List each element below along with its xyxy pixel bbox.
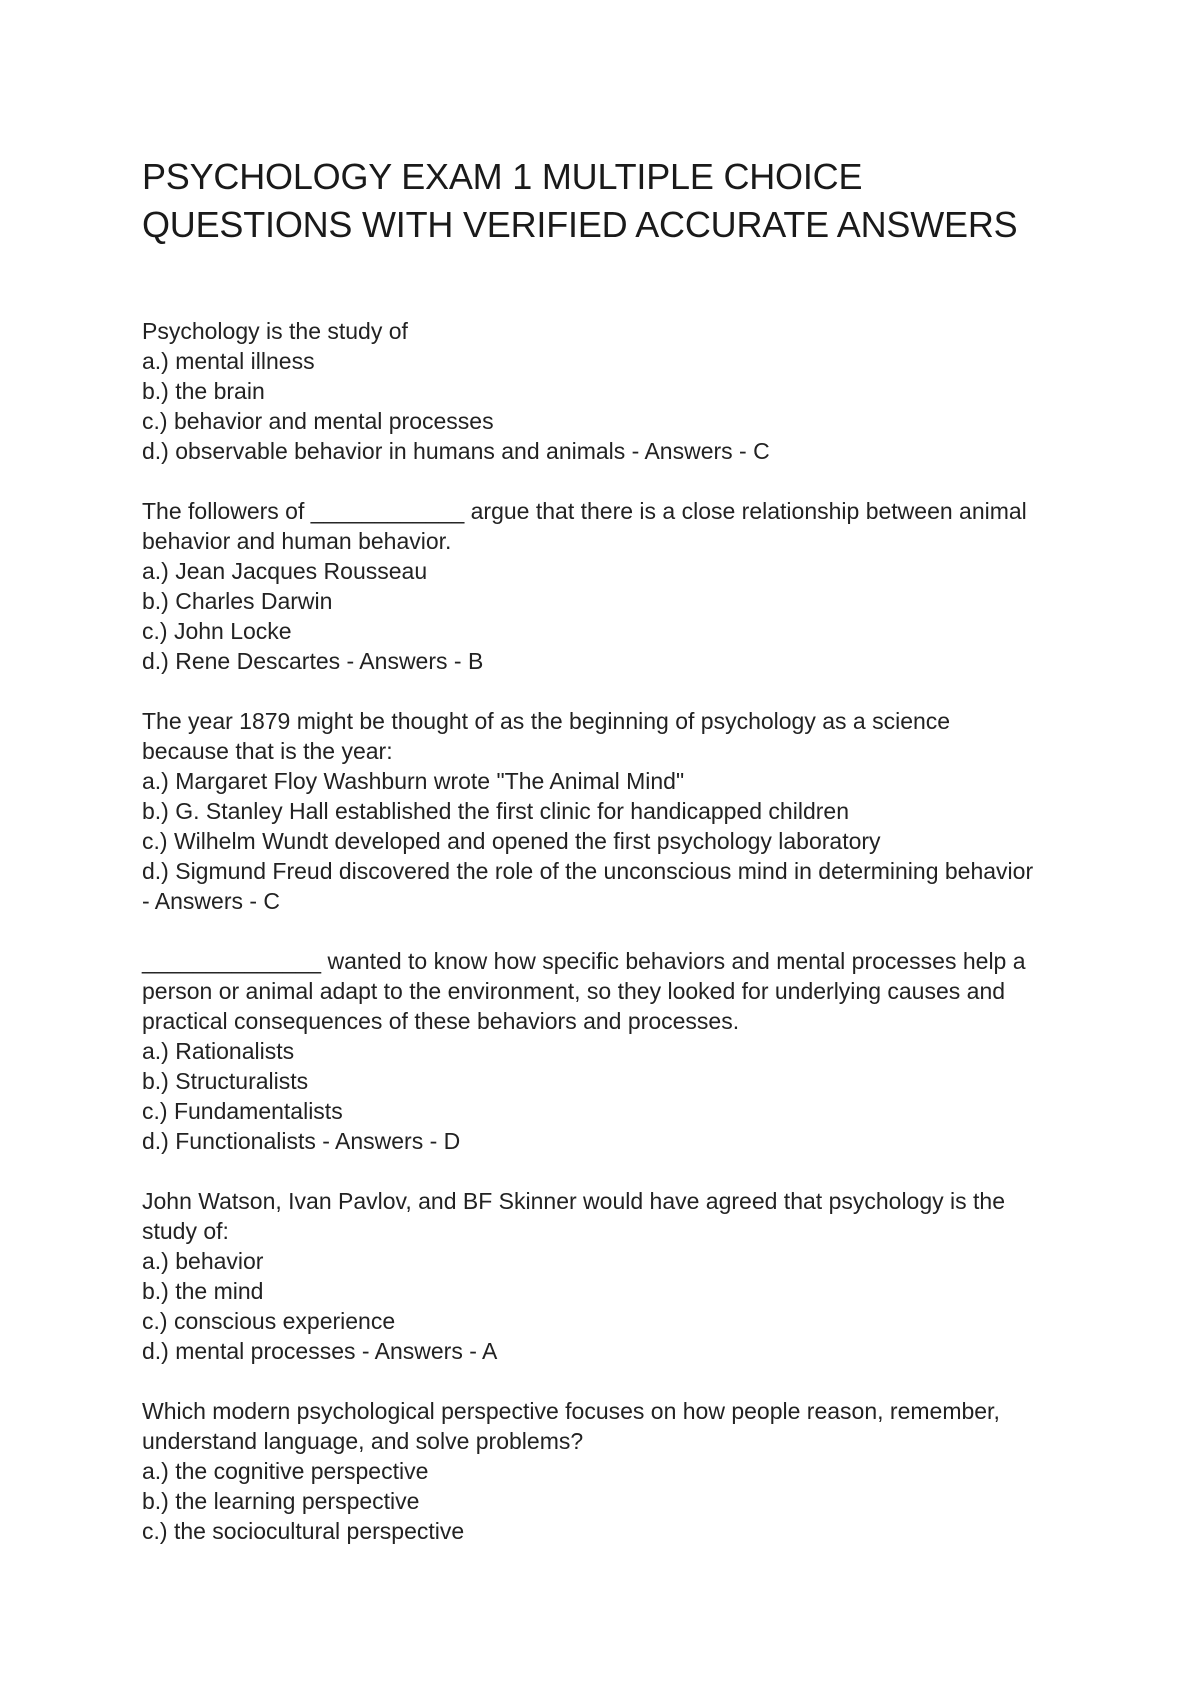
document-title [142, 153, 1122, 249]
question-text: Which modern psychological perspective focuses on how people reason, remember, [142, 1398, 1000, 1424]
title-line-2: QUESTIONS WITH VERIFIED ACCURATE ANSWERS [142, 204, 1018, 245]
question-text: study of: [142, 1218, 229, 1244]
question-text: The followers of ____________ argue that there is a close relationship between animal [142, 498, 1027, 524]
question-4 [142, 946, 1072, 1156]
question-list [142, 316, 1072, 1576]
question-text: person or animal adapt to the environment, so they looked for underlying causes and [142, 978, 1006, 1004]
answer-option-a: a.) behavior [142, 1248, 264, 1274]
question-text: understand language, and solve problems? [142, 1428, 584, 1454]
answer-option-d: d.) Rene Descartes - Answers - B [142, 648, 484, 674]
question-text: John Watson, Ivan Pavlov, and BF Skinner would have agreed that psychology is the [142, 1188, 1005, 1214]
question-text: because that is the year: [142, 738, 393, 764]
answer-option-a: a.) Margaret Floy Washburn wrote "The Animal Mind" [142, 768, 685, 794]
answer-option-d: d.) observable behavior in humans and animals - Answers - C [142, 438, 770, 464]
answer-option-d: d.) Sigmund Freud discovered the role of the unconscious mind in determining behavior [142, 858, 1034, 884]
answer-option-b: b.) G. Stanley Hall established the first clinic for handicapped children [142, 798, 849, 824]
answer-option-c: c.) Wilhelm Wundt developed and opened the first psychology laboratory [142, 828, 881, 854]
question-3 [142, 706, 1072, 916]
title-line-1: PSYCHOLOGY EXAM 1 MULTIPLE CHOICE [142, 156, 863, 197]
answer-option-b: b.) the mind [142, 1278, 264, 1304]
answer-option-c: c.) behavior and mental processes [142, 408, 494, 434]
question-text: practical consequences of these behaviors and processes. [142, 1008, 740, 1034]
question-1 [142, 316, 1072, 466]
answer-option-d: d.) Functionalists - Answers - D [142, 1128, 461, 1154]
answer-option-b: b.) the brain [142, 378, 265, 404]
answer-option-a: a.) Jean Jacques Rousseau [142, 558, 428, 584]
question-text: Psychology is the study of [142, 318, 408, 344]
answer-option-b: b.) Structuralists [142, 1068, 309, 1094]
question-5 [142, 1186, 1072, 1366]
answer-option-a: a.) the cognitive perspective [142, 1458, 429, 1484]
question-text: The year 1879 might be thought of as the beginning of psychology as a science [142, 708, 951, 734]
answer-option-b: b.) the learning perspective [142, 1488, 420, 1514]
question-6 [142, 1396, 1072, 1546]
answer-key: - Answers - C [142, 888, 281, 914]
answer-option-c: c.) John Locke [142, 618, 292, 644]
answer-option-a: a.) Rationalists [142, 1038, 295, 1064]
question-text: behavior and human behavior. [142, 528, 452, 554]
answer-option-b: b.) Charles Darwin [142, 588, 333, 614]
answer-option-d: d.) mental processes - Answers - A [142, 1338, 498, 1364]
answer-option-c: c.) conscious experience [142, 1308, 396, 1334]
answer-option-c: c.) Fundamentalists [142, 1098, 343, 1124]
answer-option-c: c.) the sociocultural perspective [142, 1518, 465, 1544]
question-text: ______________ wanted to know how specific behaviors and mental processes help a [142, 948, 1026, 974]
question-2 [142, 496, 1072, 676]
answer-option-a: a.) mental illness [142, 348, 315, 374]
